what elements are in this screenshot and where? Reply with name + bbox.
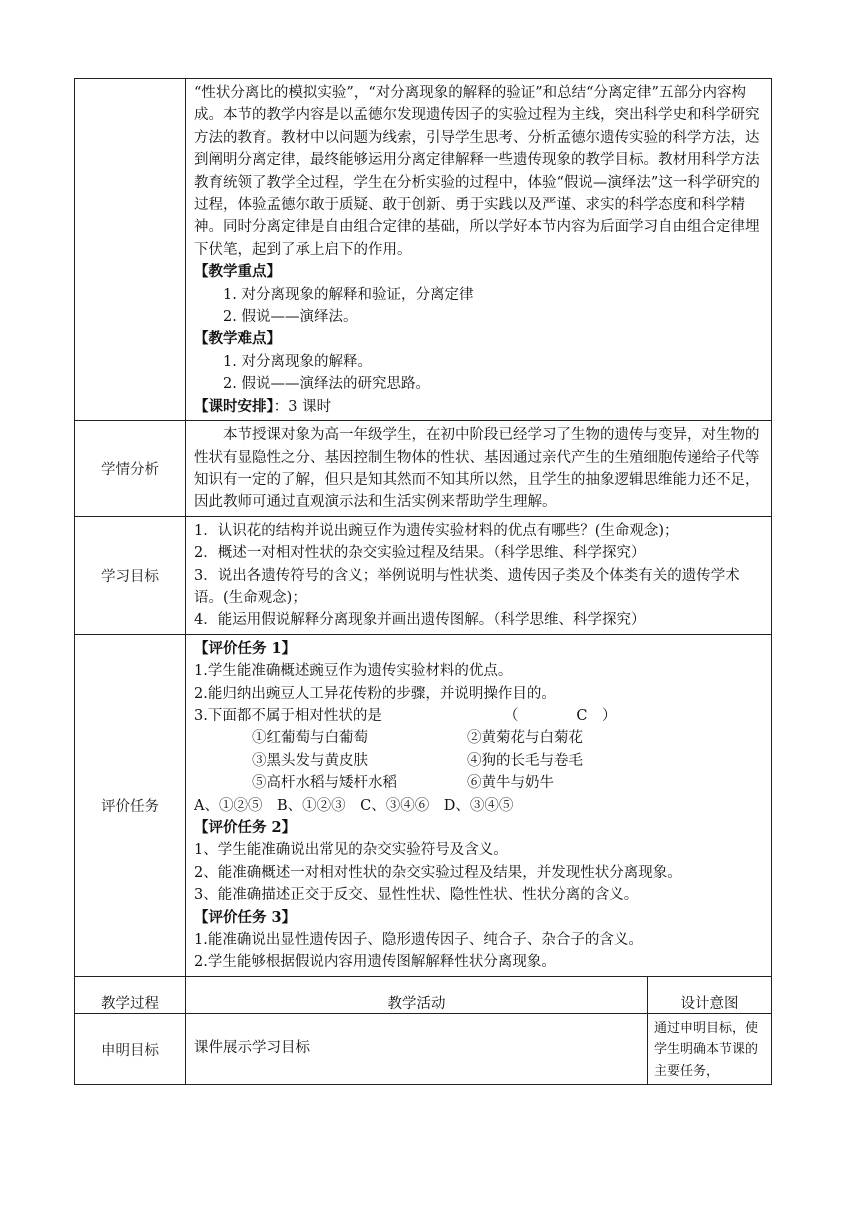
state-goals-intent-cell xyxy=(648,1013,772,1085)
state-goals-intent: 通过申明目标，使学生明确本节课的主要任务， xyxy=(654,1020,759,1079)
state-goals-row xyxy=(75,1013,772,1085)
choice-item: ⑥黄牛与奶牛 xyxy=(467,775,554,792)
choice-pair-row xyxy=(194,727,765,749)
activity-header-label: 教学活动 xyxy=(387,995,446,1012)
question-3 xyxy=(194,705,765,727)
state-goals-activity: 课件展示学习目标 xyxy=(194,1039,310,1056)
difficulties-heading: 【教学难点】 xyxy=(194,330,281,348)
schedule-line xyxy=(194,396,765,418)
task3-heading: 【评价任务 3】 xyxy=(194,908,297,926)
process-header-label: 教学过程 xyxy=(101,995,159,1012)
task1-heading: 【评价任务 1】 xyxy=(194,639,297,657)
choice-item: ②黄菊花与白菊花 xyxy=(467,730,583,747)
schedule-heading: 【课时安排】 xyxy=(194,397,274,415)
task2-item: 3、能准确描述正交于反交、显性性状、隐性性状、性状分离的含义。 xyxy=(194,887,639,904)
choice-pair-row xyxy=(194,772,765,794)
process-header-col2 xyxy=(186,976,648,1013)
task2-heading: 【评价任务 2】 xyxy=(194,819,297,836)
learner-analysis-cell xyxy=(186,421,772,517)
difficulty-item: 1. 对分离现象的解释。 xyxy=(223,353,372,370)
schedule-value: ：3 课时 xyxy=(273,398,332,415)
assessment-label: 评价任务 xyxy=(75,634,186,976)
learning-goal-item: 2．概述一对相对性状的杂交实验过程及结果。（科学思维、科学探究） xyxy=(194,545,646,562)
state-goals-label: 申明目标 xyxy=(75,1013,186,1085)
assessment-row xyxy=(75,634,772,976)
answer-options: A、①②⑤ B、①②③ C、③④⑥ D、③④⑤ xyxy=(194,797,514,814)
difficulty-item: 2. 假说——演绎法的研究思路。 xyxy=(223,376,430,393)
task3-item: 2.学生能够根据假说内容用遗传图解解释性状分离现象。 xyxy=(194,954,556,971)
teaching-content-row xyxy=(75,79,772,421)
choice-item: ①红葡萄与白葡萄 xyxy=(252,730,368,747)
assessment-cell xyxy=(186,634,772,976)
key-points-heading: 【教学重点】 xyxy=(194,263,281,281)
task1-item: 2.能归纳出豌豆人工异花传粉的步骤，并说明操作目的。 xyxy=(194,685,556,702)
lesson-plan-table xyxy=(74,78,772,1085)
task1-item: 1.学生能准确概述豌豆作为遗传实验材料的优点。 xyxy=(194,663,513,680)
task3-item: 1.能准确说出显性遗传因子、隐形遗传因子、纯合子、杂合子的含义。 xyxy=(194,932,643,949)
choice-item: ④狗的长毛与卷毛 xyxy=(467,752,583,769)
intent-header-label: 设计意图 xyxy=(680,995,739,1012)
question-3-answer: （ C ） xyxy=(503,707,617,724)
learning-goal-item: 3．说出各遗传符号的含义；举例说明与性状类、遗传因子类及个体类有关的遗传学术语。(生命观念)； xyxy=(194,567,740,606)
choice-pair-row xyxy=(194,750,765,772)
state-goals-activity-cell xyxy=(186,1013,648,1085)
teaching-content-cell xyxy=(186,79,772,421)
key-point-item: 1. 对分离现象的解释和验证，分离定律 xyxy=(223,286,474,303)
learning-goals-row xyxy=(75,516,772,634)
learning-goal-item: 1．认识花的结构并说出豌豆作为遗传实验材料的优点有哪些？(生命观念)； xyxy=(194,522,679,539)
key-point-item: 2. 假说——演绎法。 xyxy=(223,309,358,326)
learner-analysis-label: 学情分析 xyxy=(75,421,186,517)
learner-analysis-row xyxy=(75,421,772,517)
process-header-col3 xyxy=(648,976,772,1013)
teaching-content-label-cell xyxy=(75,79,186,421)
learning-goals-cell xyxy=(186,516,772,634)
process-header-col1 xyxy=(75,976,186,1013)
choice-item: ⑤高杆水稻与矮杆水稻 xyxy=(252,775,397,792)
process-header-row xyxy=(75,976,772,1013)
task2-item: 2、能准确概述一对相对性状的杂交实验过程及结果，并发现性状分离现象。 xyxy=(194,864,682,881)
question-3-text: 3.下面都不属于相对性状的是 xyxy=(194,707,382,724)
choice-item: ③黑头发与黄皮肤 xyxy=(252,752,368,769)
learning-goal-item: 4．能运用假说解释分离现象并画出遗传图解。（科学思维、科学探究） xyxy=(194,612,646,629)
teaching-content-paragraph: “性状分离比的模拟实验”，“对分离现象的解释的验证”和总结“分离定律”五部分内容构成。本节的教学内容是以孟德尔发现遗传因子的实验过程为主线，突出科学史和科学研究方法的教育。教材中以问题为线索，引导学生思考、分析孟德尔遗传实验的科学方法，达到阐明分离定律，最终能够运用分离定律解释一些遗传现象的教学目标。教材用科学方法教育统领了教学全过程，学生在分析实验的过程中，体验“假说—演绎法”这一科学研究的过程，体验孟德尔敢于质疑、敢于创新、勇于实践以及严谨、求实的科学态度和科学精神。同时分离定律是自由组合定律的基础，所以学好本节内容为后面学习自由组合定律埋下伏笔，起到了承上启下的作用。 xyxy=(194,85,760,258)
learner-analysis-text: 本节授课对象为高一年级学生，在初中阶段已经学习了生物的遗传与变异，对生物的性状有显隐性之分、基因控制生物体的性状、基因通过亲代产生的生殖细胞传递给子代等知识有一定的了解，但只是知其然而不知其所以然，且学生的抽象逻辑思维能力还不足，因此教师可通过直观演示法和生活实例来帮助学生理解。 xyxy=(194,427,760,511)
task2-item: 1、学生能准确说出常见的杂交实验符号及含义。 xyxy=(194,842,508,859)
learning-goals-label: 学习目标 xyxy=(75,516,186,634)
